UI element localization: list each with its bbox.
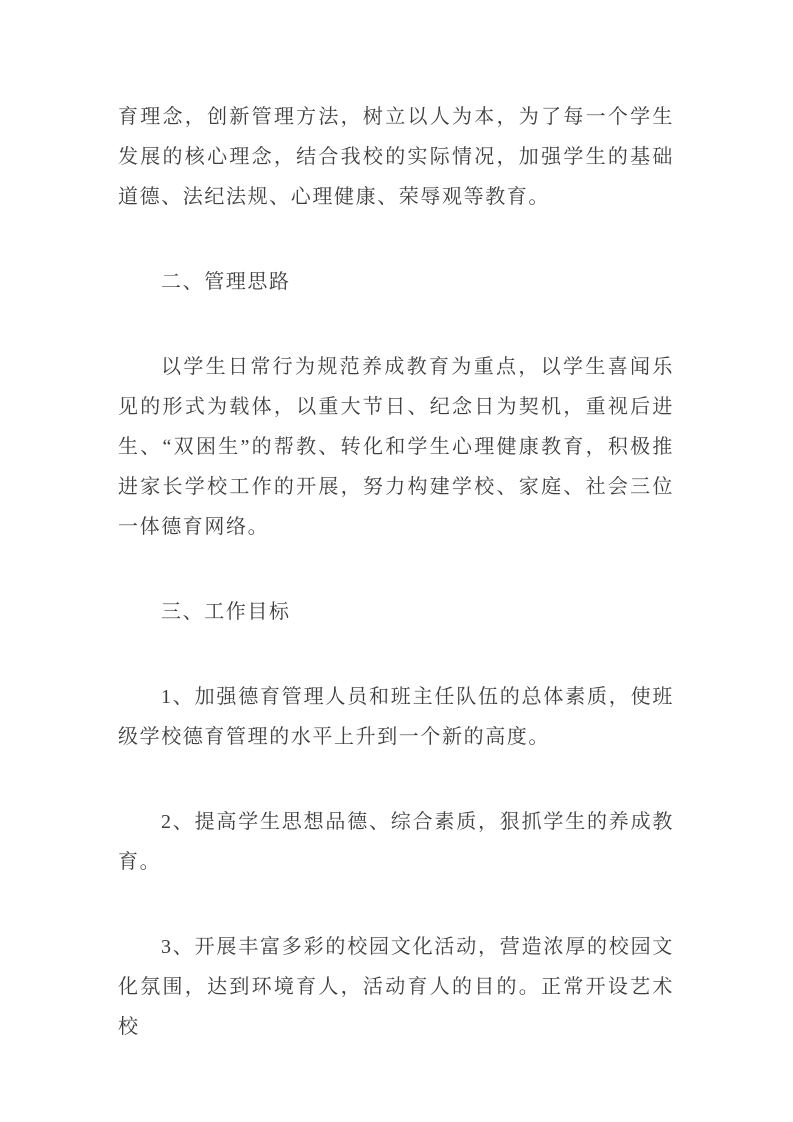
document-body [118, 97, 674, 1047]
section-heading-management-approach: 二、管理思路 [161, 271, 291, 293]
section-heading-work-goals: 三、工作目标 [161, 601, 291, 623]
paragraph-continuation: 育理念，创新管理方法，树立以人为本，为了每一个学生发展的核心理念，结合我校的实际情况，加强学生的基础道德、法纪法规、心理健康、荣辱观等教育。 [118, 106, 674, 208]
paragraph-goal-1: 1、加强德育管理人员和班主任队伍的总体素质，使班级学校德育管理的水平上升到一个新的高度。 [118, 686, 674, 748]
paragraph-goal-3: 3、开展丰富多彩的校园文化活动，营造浓厚的校园文化氛围，达到环境育人，活动育人的目的。正常开设艺术校 [118, 936, 674, 1038]
paragraph-goal-2: 2、提高学生思想品德、综合素质，狠抓学生的养成教育。 [118, 811, 674, 873]
paragraph-management-approach: 以学生日常行为规范养成教育为重点，以学生喜闻乐见的形式为载体，以重大节日、纪念日为契机，重视后进生、“双困生”的帮教、转化和学生心理健康教育，积极推进家长学校工作的开展，努力构建学校、家庭、社会三位一体德育网络。 [118, 356, 674, 538]
